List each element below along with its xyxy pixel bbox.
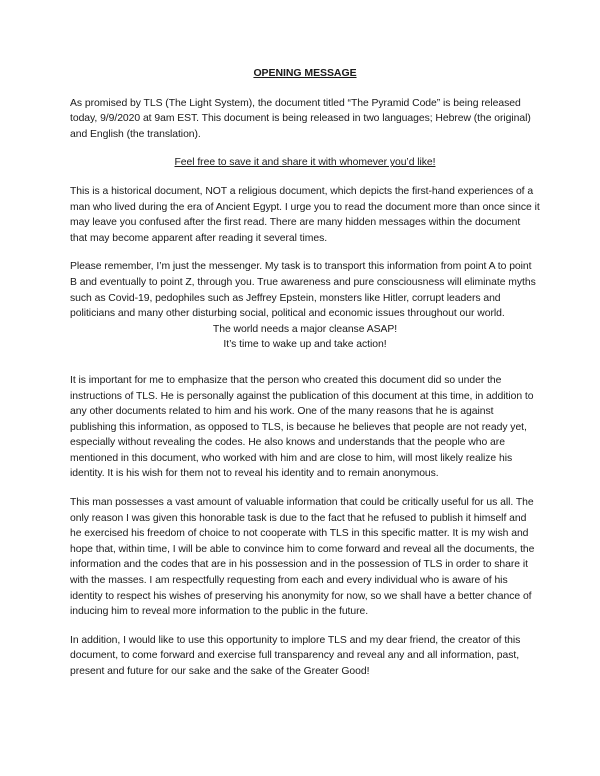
callout-line-2: It’s time to wake up and take action!: [223, 339, 387, 351]
callout: [70, 322, 540, 353]
callout-line-1: The world needs a major cleanse ASAP!: [212, 323, 398, 335]
intro-paragraph: As promised by TLS (The Light System), the document titled “The Pyramid Code” is being released today, 9/9/2020 at 9am EST. This document is being released in two languages; Hebrew (the original) and English (the translation).: [70, 97, 531, 140]
messenger-paragraph: Please remember, I’m just the messenger. My task is to transport this information from point A to point B and eventually to point Z, through you. True awareness and pure consciousness will eliminate myths such as Covid-19, pedophiles such as Jeffrey Epstein, monsters like Hitler, corrupt leaders and politicians and many other disturbing social, political and economic issues throughout our world.: [70, 261, 536, 320]
possesses-paragraph: This man possesses a vast amount of valuable information that could be critically useful for us all. The only reason I was given this honorable task is due to the fact that he refused to publish it himself and he exercised his freedom of choice to not cooperate with TLS in this specific matter. It is my wish and hope that, within time, I will be able to convince him to come forward and reveal all the documents, the information and the codes that are in his possession and in the possession of TLS in order to share it with the masses. I am respectfully requesting from each and every individual who is aware of his identity to respect his wishes of preserving his anonymity for now, so we shall have a better chance of inducing him to reveal more information to the public in the future.: [70, 497, 535, 618]
share-line: Feel free to save it and share it with whomever you’d like!: [174, 157, 436, 169]
document-page: [70, 66, 540, 693]
historical-paragraph: This is a historical document, NOT a religious document, which depicts the first-hand experiences of a man who lived during the era of Ancient Egypt. I urge you to read the document more than once since it may leave you confused after the first read. There are many hidden messages within the document that may become apparent after reading it several times.: [70, 185, 540, 244]
addition-paragraph: In addition, I would like to use this opportunity to implore TLS and my dear friend, the creator of this document, to come forward and exercise full transparency and reveal any and all information, past, present and future for our sake and the sake of the Greater Good!: [70, 634, 521, 677]
page-title: OPENING MESSAGE: [253, 67, 357, 79]
emphasize-paragraph: It is important for me to emphasize that the person who created this document did so under the instructions of TLS. He is personally against the publication of this document at this time, in addition to any other documents related to him and his work. One of the many reasons that he is against publishing this information, as opposed to TLS, is because he believes that people are not ready yet, especially without revealing the codes. He also knows and understands that the people who are mentioned in this document, who worked with him and are close to him, will most likely realize his identity. It is his wish for them not to reveal his identity and to remain anonymous.: [70, 374, 534, 480]
